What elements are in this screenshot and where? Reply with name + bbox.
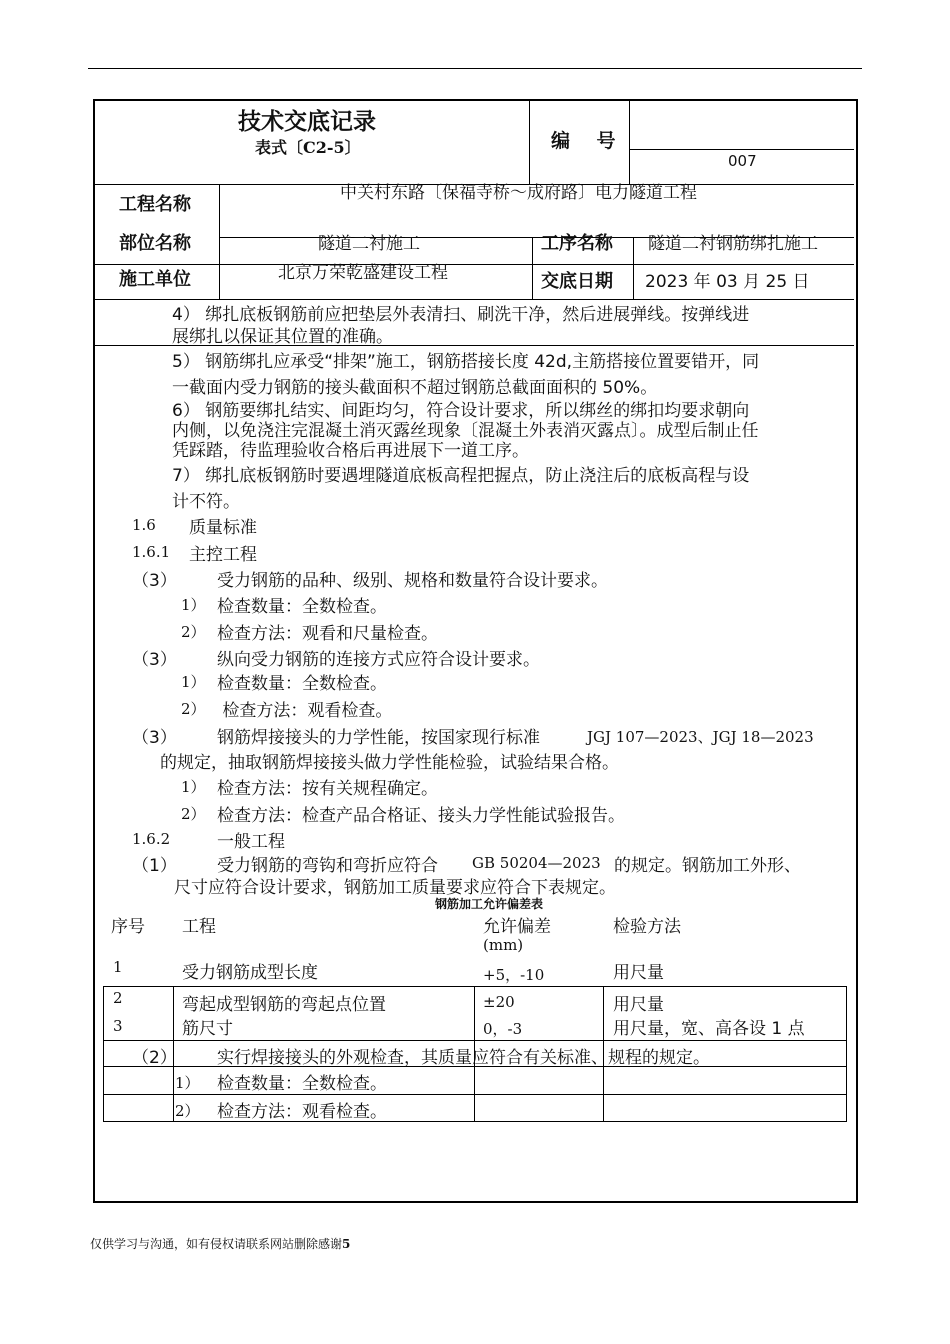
table-row-1-item: 受力钢筋成型长度 — [182, 963, 318, 983]
info-vline-label — [219, 184, 220, 299]
top-rule — [88, 68, 862, 69]
main-item-2-text: 纵向受力钢筋的连接方式应符合设计要求。 — [217, 650, 540, 670]
table-row-3-method: 用尺量，宽、高各设 1 点 — [613, 1019, 805, 1039]
main-item-2-a-number: 1） — [181, 673, 206, 691]
table-right-line — [846, 986, 847, 1122]
main-item-3-a-number: 1） — [181, 778, 206, 796]
table-row-1-method: 用尺量 — [613, 963, 664, 983]
main-item-3-b-number: 2） — [181, 805, 206, 823]
table-row-1-tolerance: +5，-10 — [483, 966, 545, 984]
general-item-2-b-text: 检查方法：观看检查。 — [217, 1102, 387, 1122]
footer-note-text: 仅供学习与沟通，如有侵权请联系网站删除感谢 — [90, 1237, 343, 1251]
main-item-3-standard: JGJ 107—2023、JGJ 18—2023 — [587, 728, 814, 746]
main-item-3-number: （3） — [132, 728, 177, 748]
process-label: 工序名称 — [541, 233, 613, 254]
general-item-1-line-2: 尺寸应符合设计要求，钢筋加工质量要求应符合下表规定。 — [174, 878, 616, 898]
unit-label: 施工单位 — [119, 269, 191, 290]
general-item-2-a-number: 1） — [175, 1074, 200, 1092]
header-hline-number — [629, 149, 854, 150]
project-name-label: 工程名称 — [119, 194, 191, 215]
page-number: 5 — [342, 1237, 351, 1251]
table-title: 钢筋加工允许偏差表 — [435, 897, 544, 911]
table-top-line — [103, 986, 847, 987]
table-hline-3 — [103, 1094, 847, 1095]
main-item-3-text-2: 的规定，抽取钢筋焊接接头做力学性能检验，试验结果合格。 — [160, 753, 619, 773]
main-item-1-text: 受力钢筋的品种、级别、规格和数量符合设计要求。 — [217, 571, 608, 591]
table-left-line — [103, 986, 104, 1122]
number-value: 007 — [728, 152, 757, 170]
part-label: 部位名称 — [119, 233, 191, 254]
table-row-2-item: 弯起成型钢筋的弯起点位置 — [182, 995, 386, 1015]
info-hline-2 — [95, 264, 854, 265]
table-row-2-seq: 2 — [113, 989, 123, 1007]
section-1-6-2-number: 1.6.2 — [132, 830, 171, 848]
form-code: 表式〔C2-5〕 — [255, 138, 361, 157]
table-row-2-tolerance: ±20 — [483, 993, 515, 1011]
part-value: 隧道二衬施工 — [318, 234, 420, 254]
table-bottom-line — [103, 1121, 847, 1122]
main-item-1-number: （3） — [132, 571, 177, 591]
process-value: 隧道二衬钢筋绑扎施工 — [648, 234, 818, 254]
para-4-line-1: 4） 绑扎底板钢筋前应把垫层外表清扫、刷洗干净，然后进展弹线。按弹线进 — [172, 305, 750, 325]
table-row-1-seq: 1 — [113, 958, 123, 976]
section-1-6-1-title: 主控工程 — [189, 545, 257, 565]
main-item-3-a-text: 检查方法：按有关规程确定。 — [217, 779, 438, 799]
date-value: 2023 年 03 月 25 日 — [645, 272, 810, 292]
general-item-1-standard: GB 50204—2023 — [472, 854, 601, 872]
para-6-line-1: 6） 钢筋要绑扎结实、间距均匀，符合设计要求，所以绑丝的绑扣均要求朝向 — [172, 401, 750, 421]
para-5-line-2: 一截面内受力钢筋的接头截面积不超过钢筋总截面面积的 50%。 — [172, 378, 658, 398]
project-name-value: 中关村东路〔保福寺桥～成府路〕电力隧道工程 — [340, 183, 697, 203]
general-item-1-text: 受力钢筋的弯钩和弯折应符合 — [217, 856, 438, 876]
para-7-line-2: 计不符。 — [172, 492, 240, 512]
unit-value: 北京万荣乾盛建设工程 — [278, 263, 448, 283]
table-header-method: 检验方法 — [613, 917, 681, 937]
main-item-2-number: （3） — [132, 650, 177, 670]
para-7-line-1: 7） 绑扎底板钢筋时要遇埋隧道底板高程把握点，防止浇注后的底板高程与设 — [172, 466, 750, 486]
table-header-seq: 序号 — [111, 917, 145, 937]
table-header-item: 工程 — [182, 917, 216, 937]
main-item-3-text: 钢筋焊接接头的力学性能，按国家现行标准 — [217, 728, 540, 748]
para-5-line-1: 5） 钢筋绑扎应承受“排架”施工，钢筋搭接长度 42d,主筋搭接位置要错开，同 — [172, 352, 760, 372]
section-1-6-title: 质量标准 — [189, 518, 257, 538]
general-item-2-text: 实行焊接接头的外观检查，其质量应符合有关标准、规程的规定。 — [217, 1048, 710, 1068]
table-row-2-method: 用尺量 — [613, 995, 664, 1015]
main-item-3-b-text: 检查方法：检查产品合格证、接头力学性能试验报告。 — [217, 806, 625, 826]
table-hline-1 — [103, 1040, 847, 1041]
date-label: 交底日期 — [541, 271, 613, 292]
main-item-2-a-text: 检查数量：全数检查。 — [217, 674, 387, 694]
general-item-1-text-2: 的规定。钢筋加工外形、 — [614, 856, 801, 876]
main-item-2-b-number: 2） — [181, 700, 206, 718]
table-header-tolerance: 允许偏差 — [483, 917, 551, 937]
header-vline-1 — [529, 100, 530, 184]
main-item-1-a-number: 1） — [181, 596, 206, 614]
document-title: 技术交底记录 — [238, 109, 376, 135]
header-vline-2 — [629, 100, 630, 184]
info-vline-4 — [633, 237, 634, 299]
main-item-2-b-text: 检查方法：观看检查。 — [217, 701, 393, 721]
table-row-3-item: 筋尺寸 — [182, 1019, 233, 1039]
para-6-line-3: 凭踩踏，待监理验收合格后再进展下一道工序。 — [172, 441, 529, 461]
footer-note — [90, 1235, 350, 1252]
table-row-3-seq: 3 — [113, 1017, 123, 1035]
general-item-2-b-number: 2） — [175, 1102, 200, 1120]
main-item-1-b-number: 2） — [181, 623, 206, 641]
info-vline-3 — [532, 237, 533, 299]
main-item-1-a-text: 检查数量：全数检查。 — [217, 597, 387, 617]
general-item-1-number: （1） — [132, 856, 177, 876]
table-header-unit: (mm) — [483, 936, 524, 954]
para-6-line-2: 内侧，以免浇注完混凝土消灭露丝现象〔混凝土外表消灭露点〕。成型后制止任 — [172, 421, 759, 441]
para-4-line-2: 展绑扎以保证其位置的准确。 — [172, 327, 393, 347]
table-row-3-tolerance: 0，-3 — [483, 1020, 523, 1038]
general-item-2-a-text: 检查数量：全数检查。 — [217, 1074, 387, 1094]
main-item-1-b-text: 检查方法：观看和尺量检查。 — [217, 624, 438, 644]
general-item-2-number: （2） — [132, 1048, 177, 1068]
section-1-6-number: 1.6 — [132, 516, 156, 534]
number-label: 编 号 — [551, 130, 616, 152]
section-1-6-2-title: 一般工程 — [217, 832, 285, 852]
section-1-6-1-number: 1.6.1 — [132, 543, 171, 561]
